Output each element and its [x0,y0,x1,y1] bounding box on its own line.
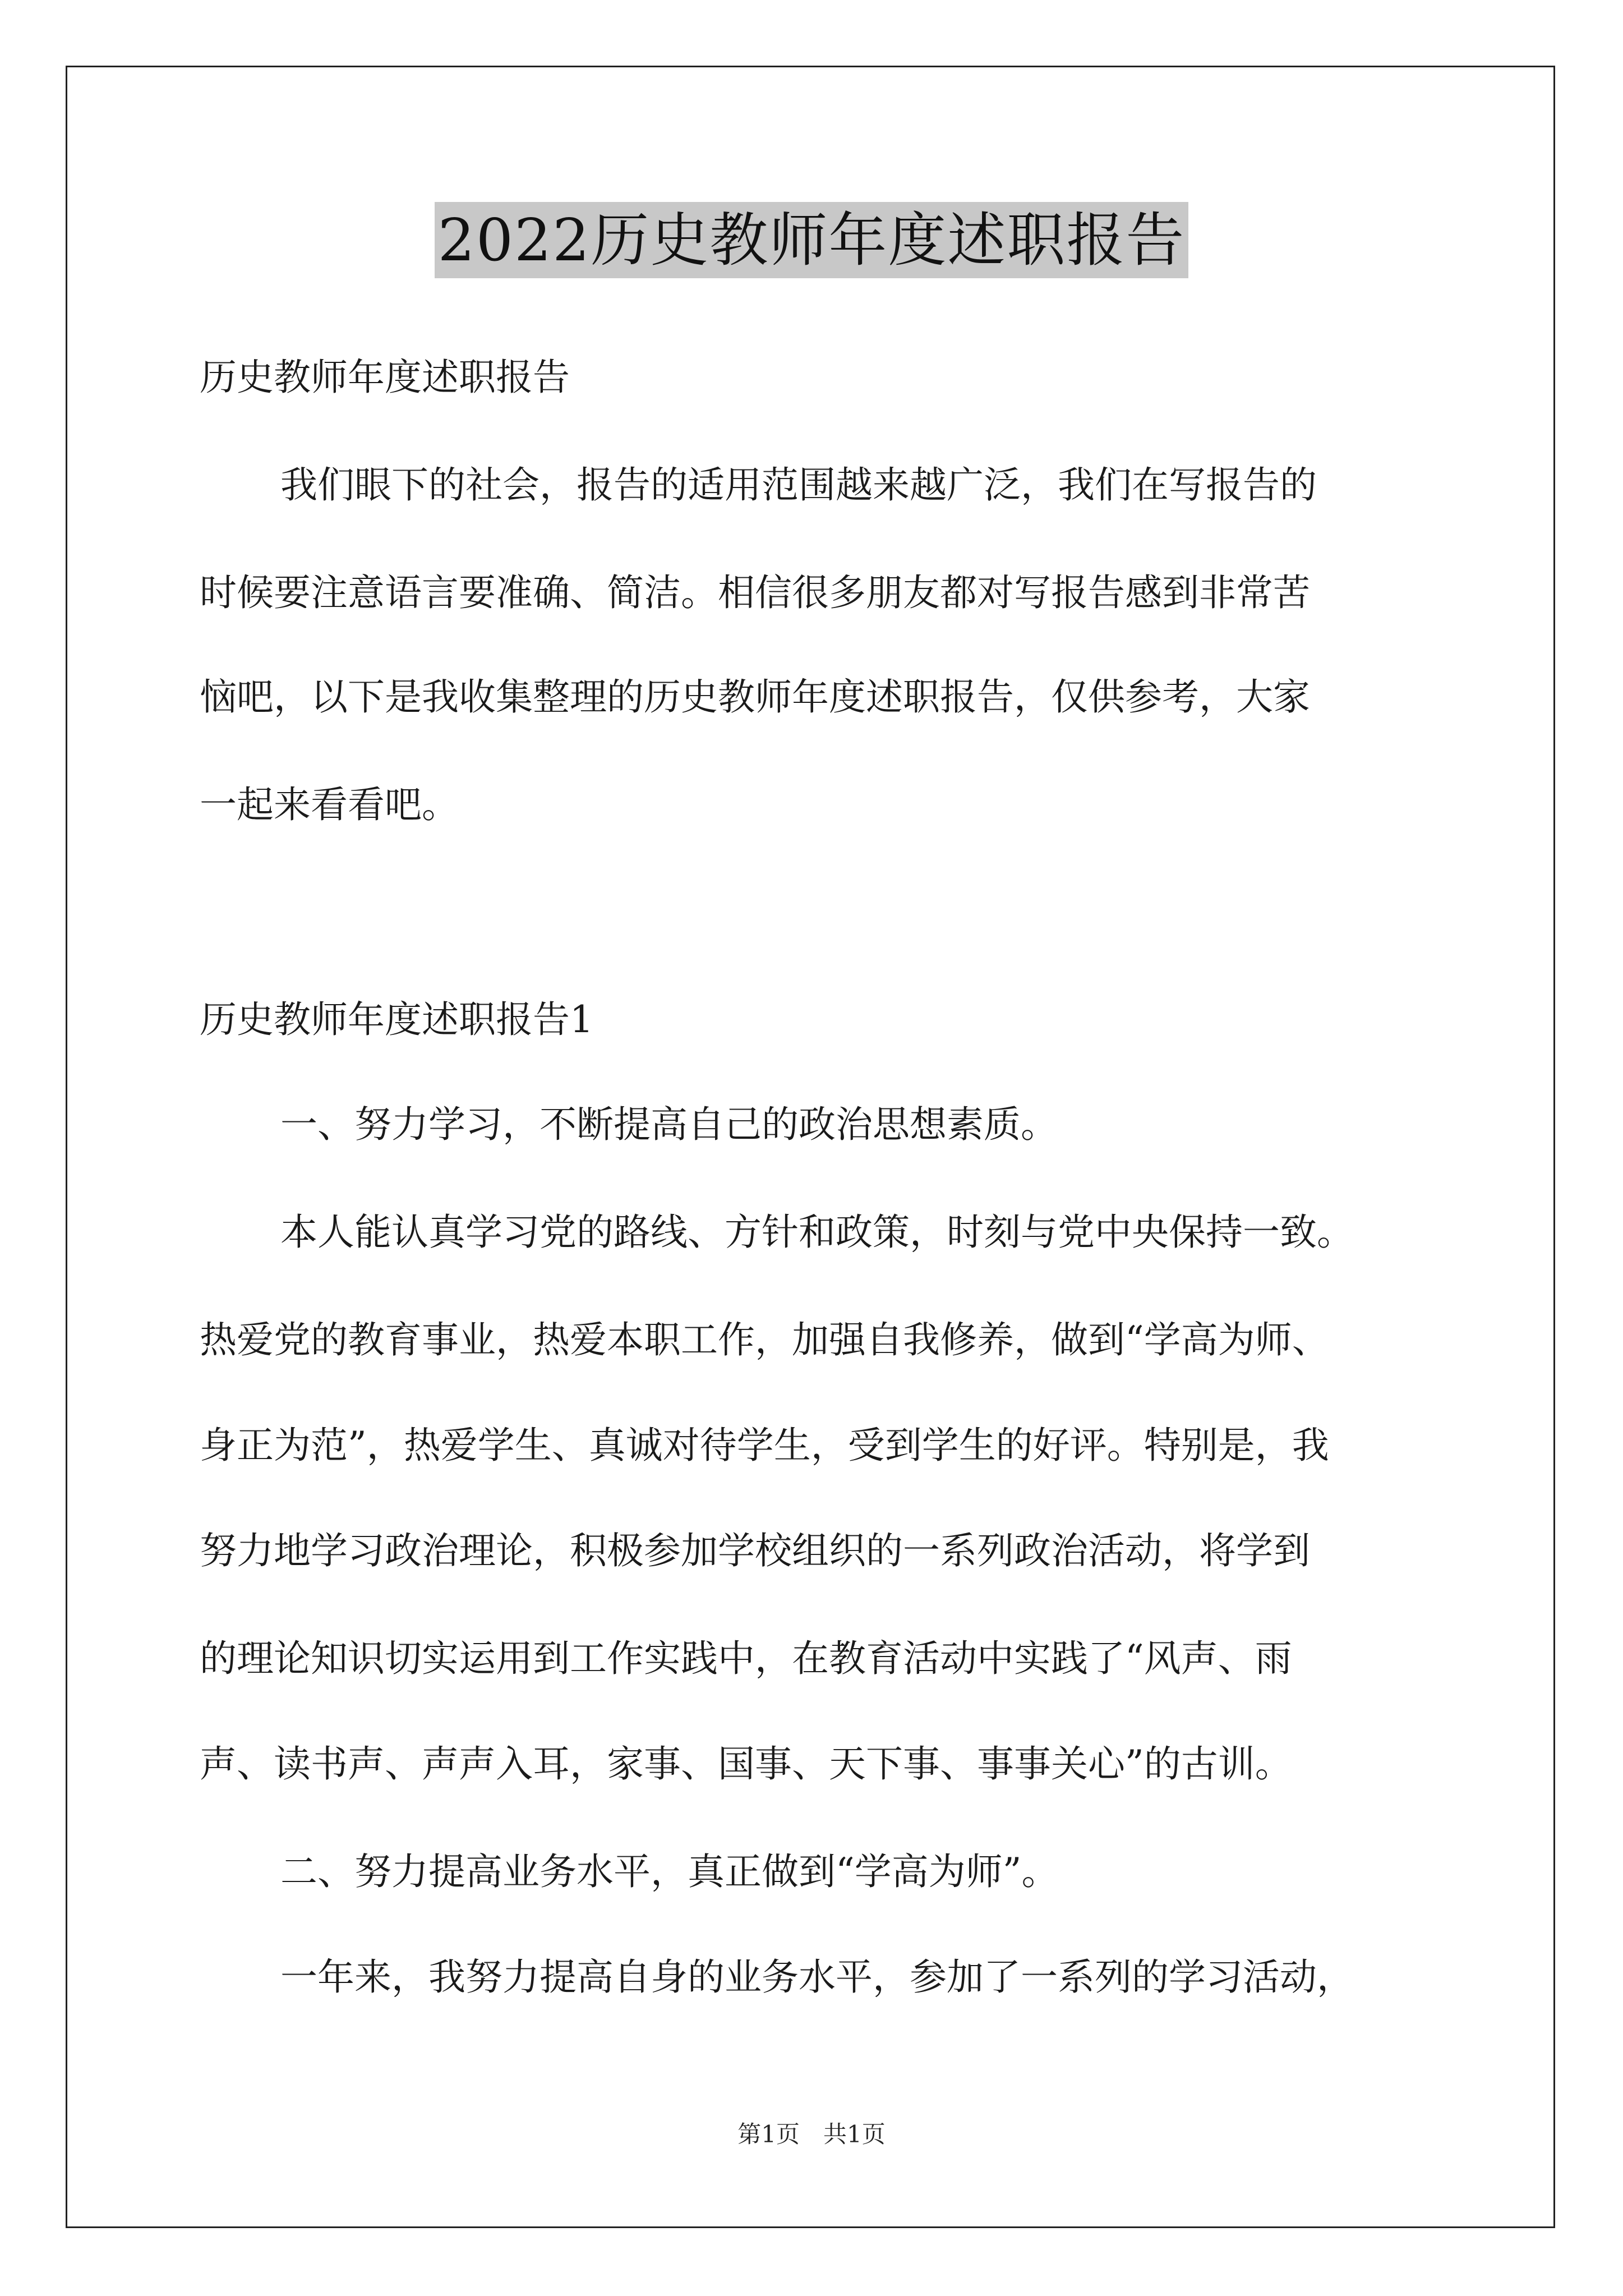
point2-line: 一年来，我努力提高自身的业务水平，参加了一系列的学习活动， [280,1955,1354,1999]
intro-line: 我们眼下的社会，报告的适用范围越来越广泛，我们在写报告的 [280,463,1317,507]
point1-heading: 一、努力学习，不断提高自己的政治思想素质。 [280,1103,1058,1146]
section-heading: 历史教师年度述职报告1 [200,998,593,1041]
intro-line: 恼吧，以下是我收集整理的历史教师年度述职报告，仅供参考，大家 [200,675,1310,719]
point1-line: 身正为范”，热爱学生、真诚对待学生，受到学生的好评。特别是，我 [200,1424,1329,1467]
point1-line: 本人能认真学习党的路线、方针和政策，时刻与党中央保持一致。 [280,1211,1354,1254]
point1-line: 热爱党的教育事业，热爱本职工作，加强自我修养，做到“学高为师、 [200,1318,1329,1361]
point1-line: 努力地学习政治理论，积极参加学校组织的一系列政治活动，将学到 [200,1529,1310,1572]
document-subtitle: 历史教师年度述职报告 [200,356,570,399]
point1-line: 声、读书声、声声入耳，家事、国事、天下事、事事关心”的古训。 [200,1742,1292,1786]
intro-line: 一起来看看吧。 [200,783,459,826]
point1-line: 的理论知识切实运用到工作实践中，在教育活动中实践了“风声、雨 [200,1637,1292,1680]
intro-line: 时候要注意语言要准确、简洁。相信很多朋友都对写报告感到非常苦 [200,571,1310,614]
point2-heading: 二、努力提高业务水平，真正做到“学高为师”。 [280,1850,1059,1893]
document-title: 2022历史教师年度述职报告 [435,202,1189,278]
title-container [0,202,1623,278]
page-footer: 第1页 共1页 [737,2120,886,2148]
